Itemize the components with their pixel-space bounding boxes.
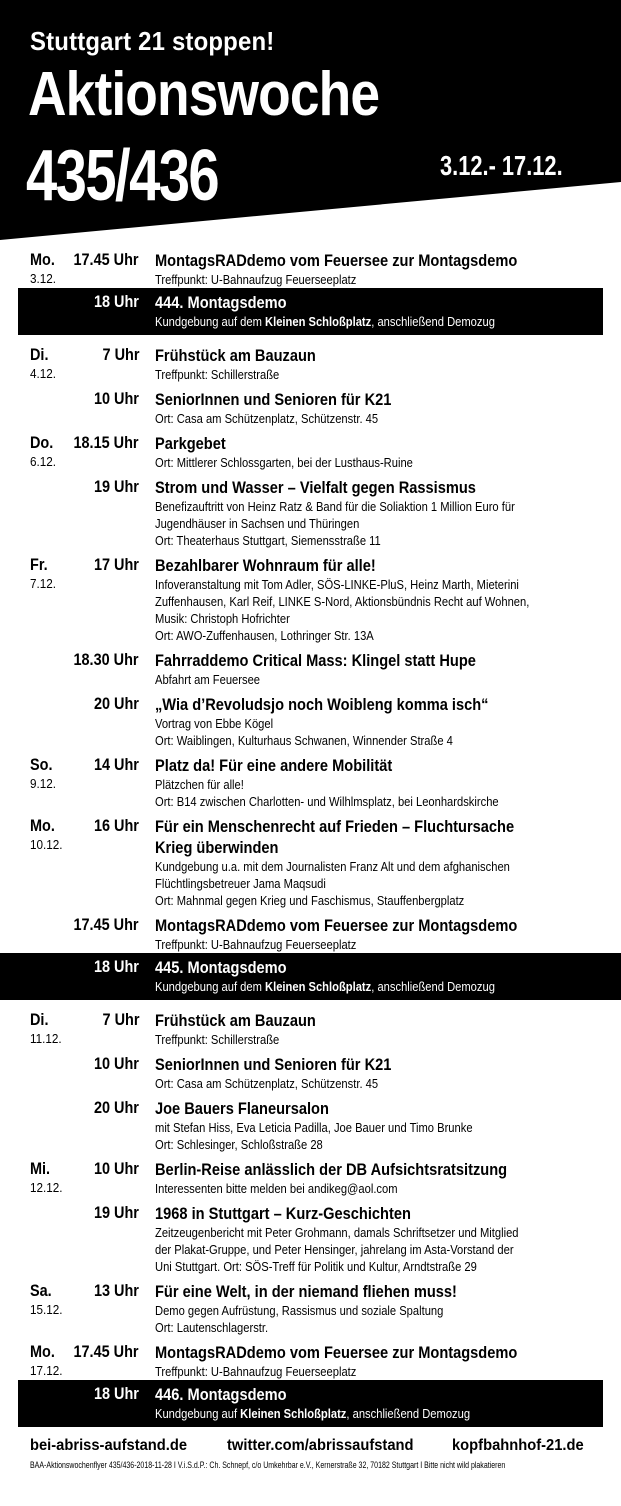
event-description-text: , anschließend Demozug <box>346 1406 471 1421</box>
event-description-text: Kundgebung auf dem <box>155 979 266 994</box>
event-time: 18.30 Uhr <box>73 650 139 669</box>
event-time: 10 Uhr <box>94 1054 139 1073</box>
event-title: 445. Montagsdemo <box>155 958 287 977</box>
event-description: Infoveranstaltung mit Tom Adler, SÖS-LINKE-PluS, Heinz Marth, Mieterini <box>155 577 519 592</box>
event-row <box>0 339 621 383</box>
event-description: der Plakat-Gruppe, und Peter Hensinger, jahrelang im Asta-Vorstand der <box>155 1242 514 1257</box>
event-description: Treffpunkt: U-Bahnaufzug Feuerseeplatz <box>155 272 357 287</box>
event-location-bold: Kleinen Schloßplatz <box>265 314 372 329</box>
event-date: 17.12. <box>30 1363 63 1378</box>
event-description: Musik: Christoph Hofrichter <box>155 611 290 626</box>
link-twitter[interactable]: twitter.com/abrissaufstand <box>227 1437 414 1454</box>
event-time: 10 Uhr <box>94 1159 139 1178</box>
event-description: Ort: Lautenschlagerstr. <box>155 1320 269 1335</box>
event-location-bold: Kleinen Schloßplatz <box>240 1406 347 1421</box>
event-date: 10.12. <box>30 837 63 852</box>
event-description <box>155 313 605 330</box>
event-row <box>0 688 621 749</box>
event-description: Treffpunkt: Schillerstraße <box>155 1032 280 1047</box>
event-title: Strom und Wasser – Vielfalt gegen Rassismus <box>155 478 476 497</box>
event-description: Ort: Schlesinger, Schloßstraße 28 <box>155 1137 323 1152</box>
event-description: Vortrag von Ebbe Kögel <box>155 716 274 731</box>
event-time: 19 Uhr <box>94 477 139 496</box>
event-title: Für ein Menschenrecht auf Frieden – Fluchtursache <box>155 817 515 836</box>
link-bei-abriss-aufstand[interactable]: bei-abriss-aufstand.de <box>30 1437 188 1454</box>
event-title: SeniorInnen und Senioren für K21 <box>155 1055 392 1074</box>
event-date: 9.12. <box>30 776 57 791</box>
event-description: Ort: Casa am Schützenplatz, Schützenstr. 45 <box>155 1076 379 1091</box>
event-title-line2: Krieg überwinden <box>155 838 279 857</box>
event-content <box>155 688 605 749</box>
event-title: SeniorInnen und Senioren für K21 <box>155 390 392 409</box>
event-title: Parkgebet <box>155 434 226 453</box>
event-description: Treffpunkt: U-Bahnaufzug Feuerseeplatz <box>155 1364 357 1379</box>
event-content <box>155 1004 605 1048</box>
header <box>0 0 621 240</box>
event-description: Zeitzeugenbericht mit Peter Grohmann, damals Schriftsetzer und Mitglied <box>155 1225 519 1240</box>
event-time: 17.45 Uhr <box>73 250 139 269</box>
event-time: 7 Uhr <box>102 1010 139 1029</box>
event-description <box>155 1405 605 1422</box>
event-row <box>0 749 621 810</box>
header-subtitle: Stuttgart 21 stoppen! <box>30 26 275 56</box>
event-content <box>155 1275 605 1336</box>
event-description: Ort: Waiblingen, Kulturhaus Schwanen, Winnender Straße 4 <box>155 733 453 748</box>
event-row-highlight <box>0 953 621 1000</box>
event-time: 17 Uhr <box>94 555 139 574</box>
spacer <box>0 1427 621 1431</box>
event-row <box>0 1336 621 1380</box>
event-row <box>0 471 621 549</box>
event-content <box>155 909 605 953</box>
event-content <box>155 339 605 383</box>
event-description: Treffpunkt: Schillerstraße <box>155 367 280 382</box>
imprint: BAA-Aktionswochenflyer 435/436-2018-11-28 I V.i.S.d.P.: Ch. Schnepf, c/o Umkehrbar e.V., Kernerstraße 32, 70182 Stuttgart I Bitte nicht wild plakatieren <box>30 1460 506 1470</box>
event-description: mit Stefan Hiss, Eva Leticia Padilla, Joe Bauer und Timo Brunke <box>155 1120 473 1135</box>
event-description: Interessenten bitte melden bei andikeg@aol.com <box>155 1181 398 1196</box>
event-description-text: , anschließend Demozug <box>371 979 495 994</box>
event-title: 444. Montagsdemo <box>155 293 287 312</box>
event-description: Benefizauftritt von Heinz Ratz & Band für die Soliaktion 1 Million Euro für <box>155 499 515 514</box>
event-date: 4.12. <box>30 366 57 381</box>
event-description: Zuffenhausen, Karl Reif, LINKE S-Nord, Aktionsbündnis Recht auf Wohnen, <box>155 594 530 609</box>
event-day: So. <box>30 755 53 774</box>
event-content <box>155 810 605 909</box>
event-day: Mo. <box>30 250 55 269</box>
event-description: Abfahrt am Feuersee <box>155 672 261 687</box>
event-date: 15.12. <box>30 1302 63 1317</box>
event-time: 17.45 Uhr <box>73 915 139 934</box>
event-row <box>0 644 621 688</box>
event-description: Ort: AWO-Zuffenhausen, Lothringer Str. 13A <box>155 628 374 643</box>
event-time: 20 Uhr <box>94 694 139 713</box>
event-time: 19 Uhr <box>94 1203 139 1222</box>
event-time: 18 Uhr <box>94 1384 139 1403</box>
event-day: Do. <box>30 433 54 452</box>
link-kopfbahnhof[interactable]: kopfbahnhof-21.de <box>452 1437 584 1454</box>
event-row <box>0 1197 621 1275</box>
event-day: Mo. <box>30 816 55 835</box>
event-day: Di. <box>30 1010 49 1029</box>
event-row <box>0 909 621 953</box>
event-description-text: , anschließend Demozug <box>371 314 495 329</box>
event-content <box>155 244 605 288</box>
event-day: Mi. <box>30 1159 51 1178</box>
event-description: Ort: B14 zwischen Charlotten- und Wilhlmsplatz, bei Leonhardskirche <box>155 794 499 809</box>
event-row <box>0 383 621 427</box>
event-content <box>155 471 605 549</box>
event-title: MontagsRADdemo vom Feuersee zur Montagsdemo <box>155 251 518 270</box>
event-content <box>155 1092 605 1153</box>
event-time: 17.45 Uhr <box>73 1342 139 1361</box>
event-content <box>155 427 605 471</box>
event-title: Bezahlbarer Wohnraum für alle! <box>155 556 376 575</box>
event-title: „Wia d’Revoludsjo noch Woibleng komma isch“ <box>155 695 489 714</box>
event-row <box>0 1275 621 1336</box>
event-date: 12.12. <box>30 1180 63 1195</box>
event-location-bold: Kleinen Schloßplatz <box>265 979 372 994</box>
event-row <box>0 1153 621 1197</box>
event-day: Mo. <box>30 1342 55 1361</box>
event-row <box>0 1004 621 1048</box>
event-description: Ort: Mahnmal gegen Krieg und Faschismus, Stauffenbergplatz <box>155 893 465 908</box>
event-content <box>155 1384 605 1422</box>
header-week-numbers: 435/436 <box>26 136 219 216</box>
event-row-highlight <box>18 1380 603 1427</box>
event-date: 7.12. <box>30 576 57 591</box>
event-title: 446. Montagsdemo <box>155 1385 287 1404</box>
event-row <box>0 549 621 644</box>
event-content <box>155 383 605 427</box>
event-description: Kundgebung u.a. mit dem Journalisten Franz Alt und dem afghanischen <box>155 859 510 874</box>
event-row <box>0 244 621 288</box>
event-content <box>155 292 605 330</box>
event-content <box>155 749 605 810</box>
event-description: Plätzchen für alle! <box>155 777 244 792</box>
event-time: 18 Uhr <box>94 957 139 976</box>
event-title: 1968 in Stuttgart – Kurz-Geschichten <box>155 1204 411 1223</box>
event-title: Fahrraddemo Critical Mass: Klingel statt Hupe <box>155 651 476 670</box>
event-day: Sa. <box>30 1281 52 1300</box>
event-row <box>0 1048 621 1092</box>
event-schedule <box>0 244 621 1431</box>
event-title: Platz da! Für eine andere Mobilität <box>155 756 393 775</box>
event-date: 3.12. <box>30 271 57 286</box>
event-day: Di. <box>30 345 49 364</box>
event-description: Treffpunkt: U-Bahnaufzug Feuerseeplatz <box>155 937 357 952</box>
event-content <box>155 957 605 995</box>
event-time: 14 Uhr <box>94 755 139 774</box>
event-title: Frühstück am Bauzaun <box>155 346 316 365</box>
event-description: Jugendhäuser in Sachsen und Thüringen <box>155 516 360 531</box>
event-description: Flüchtlingsbetreuer Jama Maqsudi <box>155 876 326 891</box>
header-title: Aktionswoche <box>28 60 380 129</box>
event-content <box>155 1153 605 1197</box>
event-row <box>0 427 621 471</box>
event-time: 20 Uhr <box>94 1098 139 1117</box>
event-description <box>155 978 605 995</box>
event-description: Uni Stuttgart. Ort: SÖS-Treff für Politik und Kultur, Arndtstraße 29 <box>155 1259 477 1274</box>
event-content <box>155 644 605 688</box>
event-time: 18.15 Uhr <box>73 433 139 452</box>
event-time: 18 Uhr <box>94 292 139 311</box>
event-title: Frühstück am Bauzaun <box>155 1011 316 1030</box>
event-date: 11.12. <box>30 1031 62 1046</box>
event-time: 13 Uhr <box>94 1281 139 1300</box>
event-title: MontagsRADdemo vom Feuersee zur Montagsdemo <box>155 1343 518 1362</box>
event-description: Ort: Mittlerer Schlossgarten, bei der Lusthaus-Ruine <box>155 455 413 470</box>
event-title: Joe Bauers Flaneursalon <box>155 1099 329 1118</box>
event-title: Berlin-Reise anlässlich der DB Aufsichtsratsitzung <box>155 1160 508 1179</box>
event-day: Fr. <box>30 555 48 574</box>
event-content <box>155 549 605 644</box>
event-title: Für eine Welt, in der niemand fliehen muss! <box>155 1282 457 1301</box>
event-content <box>155 1197 605 1275</box>
event-description: Ort: Casa am Schützenplatz, Schützenstr. 45 <box>155 411 379 426</box>
event-description: Ort: Theaterhaus Stuttgart, Siemensstraße 11 <box>155 533 381 548</box>
event-date: 6.12. <box>30 454 57 469</box>
event-row <box>0 810 621 909</box>
header-date-range: 3.12.- 17.12. <box>440 150 563 181</box>
event-row-highlight <box>18 288 603 335</box>
event-description-text: Kundgebung auf <box>155 1406 241 1421</box>
event-description: Demo gegen Aufrüstung, Rassismus und soziale Spaltung <box>155 1303 444 1318</box>
event-time: 7 Uhr <box>102 345 139 364</box>
event-time: 16 Uhr <box>94 816 139 835</box>
event-time: 10 Uhr <box>94 389 139 408</box>
event-description-text: Kundgebung auf dem <box>155 314 266 329</box>
event-row <box>0 1092 621 1153</box>
event-content <box>155 1048 605 1092</box>
event-content <box>155 1336 605 1380</box>
event-title: MontagsRADdemo vom Feuersee zur Montagsdemo <box>155 916 518 935</box>
